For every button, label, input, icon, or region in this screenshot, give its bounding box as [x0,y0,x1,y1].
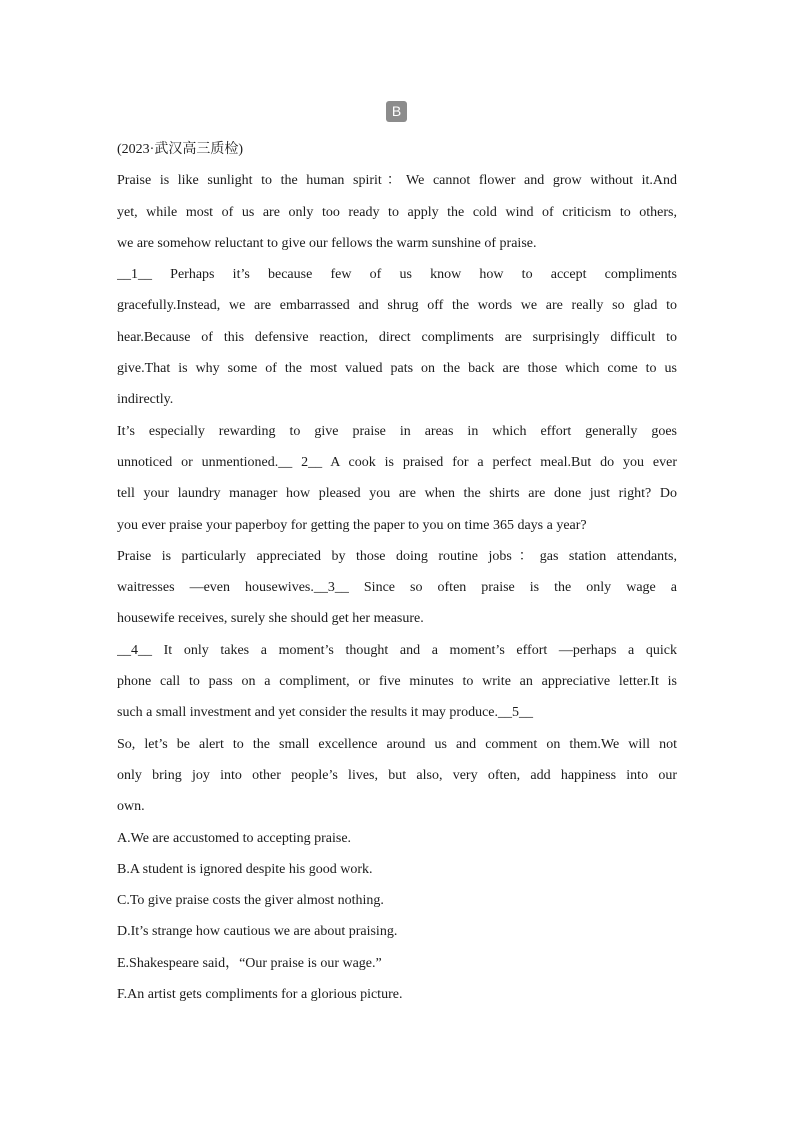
option-a: A.We are accustomed to accepting praise. [117,830,352,846]
passage-line: give.That is why some of the most valued pats on the back are those which come to us [117,361,677,377]
option-d: D.It’s strange how cautious we are about praising. [117,924,398,940]
passage-line: unnoticed or unmentioned.__ 2__ A cook is praised for a perfect meal.But do you ever [117,454,677,470]
passage-line: such a small investment and yet consider the results it may produce.__5__ [117,705,534,721]
option-e: E.Shakespeare said，“Our praise is our wage.” [117,955,382,971]
passage-line: phone call to pass on a compliment, or five minutes to write an appreciative letter.It is [117,674,677,690]
passage-line: own. [117,799,145,815]
passage-line: only bring joy into other people’s lives, but also, very often, add happiness into our [117,767,677,783]
passage-line: yet, while most of us are only too ready to apply the cold wind of criticism to others, [117,204,677,220]
passage-line: It’s especially rewarding to give praise in areas in which effort generally goes [117,423,677,439]
passage-line: Praise is like sunlight to the human spirit：We cannot flower and grow without it.And [117,173,677,189]
passage [117,134,677,1010]
passage-line: __1__ Perhaps it’s because few of us know how to accept compliments [117,267,677,283]
option-c: C.To give praise costs the giver almost nothing. [117,893,384,909]
passage-line: __4__ It only takes a moment’s thought and a moment’s effort —perhaps a quick [117,642,677,658]
source-label: (2023·武汉高三质检) [117,142,243,157]
section-badge: B [386,101,407,122]
passage-line: waitresses —even housewives.__3__ Since so often praise is the only wage a [117,580,677,596]
passage-line: you ever praise your paperboy for getting the paper to you on time 365 days a year? [117,517,587,533]
passage-line: hear.Because of this defensive reaction, direct compliments are surprisingly difficult to [117,329,677,345]
option-b: B.A student is ignored despite his good work. [117,861,373,877]
passage-line: Praise is particularly appreciated by those doing routine jobs：gas station attendants, [117,548,677,564]
passage-line: we are somehow reluctant to give our fellows the warm sunshine of praise. [117,235,537,251]
passage-line: gracefully.Instead, we are embarrassed and shrug off the words we are really so glad to [117,298,677,314]
passage-line: indirectly. [117,392,174,408]
option-f: F.An artist gets compliments for a glorious picture. [117,987,403,1003]
passage-line: tell your laundry manager how pleased you are when the shirts are done just right? Do [117,486,677,502]
passage-line: housewife receives, surely she should get her measure. [117,611,424,627]
passage-line: So, let’s be alert to the small excellence around us and comment on them.We will not [117,736,677,752]
